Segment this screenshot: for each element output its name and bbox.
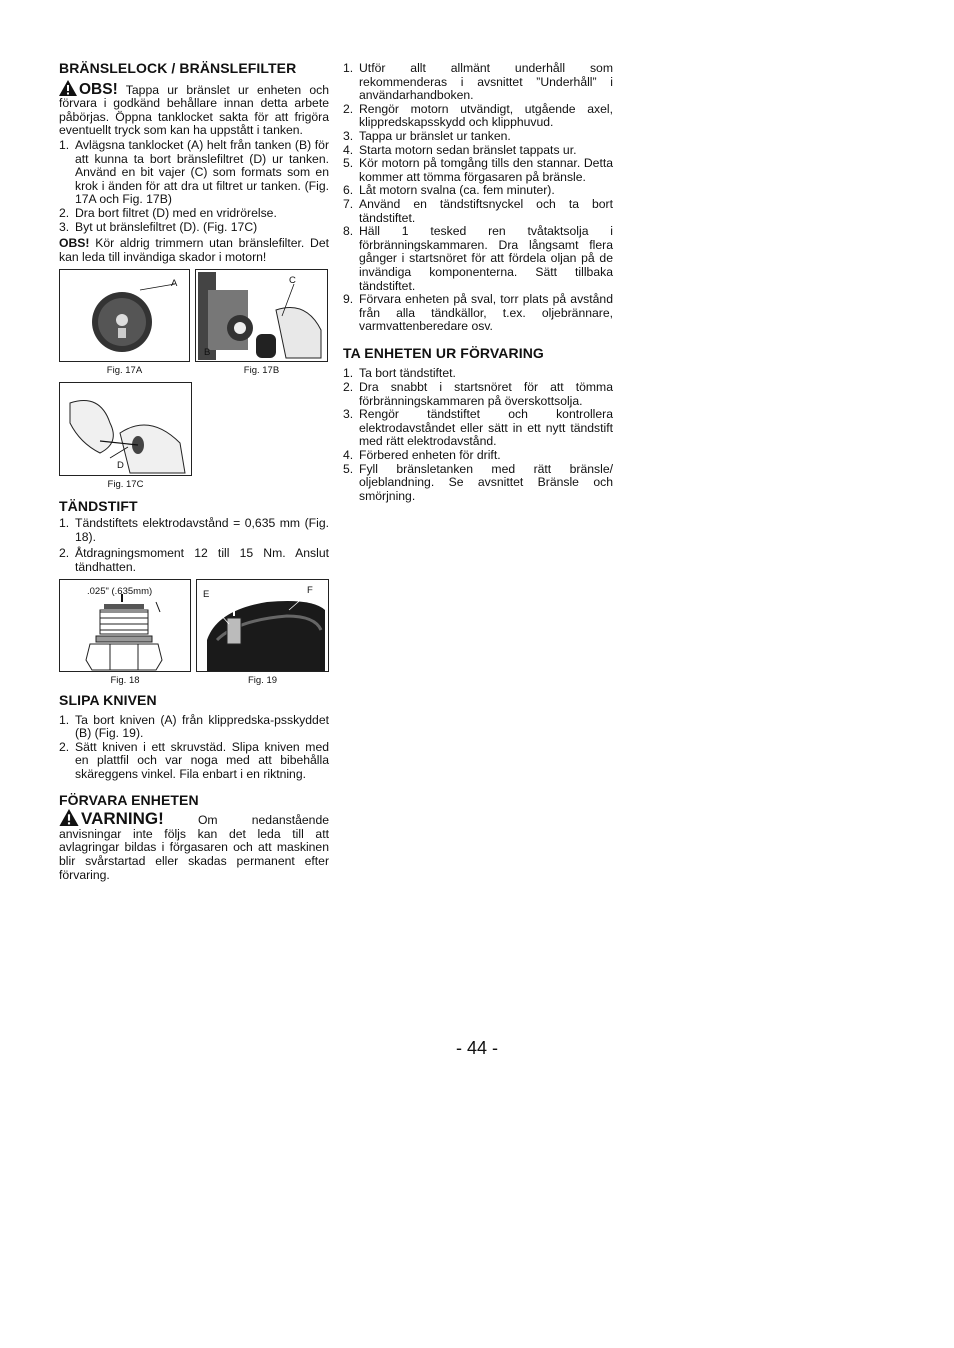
figure-17c <box>59 382 192 492</box>
list-item: 2. Sätt kniven i ett skruvstäd. Slipa kniven med en plattfil och var noga med att bibehålla skäreggens vinkel. Fila enbart i en riktning. <box>59 739 329 782</box>
list-item: 7. Använd en tändstiftsnyckel och ta bort tändstiftet. <box>343 196 613 225</box>
figure-caption: Fig. 18 <box>110 675 140 687</box>
list-item: 3. Rengör tändstiftet och kontrollera elektrodavståndet eller sätt in ett nytt tändstift med rätt elektrodavstånd. <box>343 407 613 449</box>
warning-icon <box>59 809 79 826</box>
section-title-fuel-cap: BRÄNSLELOCK / BRÄNSLEFILTER <box>59 60 297 76</box>
figure-caption: Fig. 17B <box>243 365 280 377</box>
label-e: E <box>203 589 210 601</box>
obs-label: OBS! <box>79 80 118 98</box>
list-item: 9. Förvara enheten på sval, torr plats på avstånd från alla tändkällor, t.ex. oljebrännare, varmvattenberedare osv. <box>343 292 613 334</box>
warning-icon <box>59 80 77 96</box>
list-item: 1. Ta bort tändstiftet. <box>343 366 456 381</box>
list-item: 1. Tändstiftets elektrodavstånd = 0,635 mm (Fig. 18). <box>59 516 329 544</box>
list-item: 6. Låt motorn svalna (ca. fem minuter). <box>343 183 555 198</box>
list-item: 2. Dra snabbt i startsnöret för att tömma förbränningskammaren på överskottsolja. <box>343 380 613 408</box>
fuel-cap-steps <box>59 139 329 234</box>
list-item: 3. Tappa ur bränslet ur tanken. <box>343 128 511 143</box>
list-item: 4. Förbered enheten för drift. <box>343 448 501 463</box>
fuel-filter-note <box>59 237 329 264</box>
sharpen-steps <box>59 714 329 782</box>
list-item: 1. Ta bort kniven (A) från klippredska-psskyddet (B) (Fig. 19). <box>59 712 329 741</box>
list-item: 5. Kör motorn på tomgång tills den stannar. Detta kommer att tömma förgasaren på bränsle. <box>343 156 613 184</box>
figure-17a <box>59 269 190 378</box>
label-c: C <box>289 275 296 287</box>
note-label: OBS! <box>59 236 90 251</box>
list-item: 1. Avlägsna tanklocket (A) helt från tanken (B) för att kunna ta bort bränslefiltret (D) ur tanken. Använd en bit vajer (C) som formats som en krok i änden för att dra ut filtret ur tanken. (Fig. 17A och Fig. 17B) <box>59 137 329 207</box>
section-title-sharpen-blade: SLIPA KNIVEN <box>59 692 157 709</box>
spark-plug-steps <box>59 517 329 574</box>
gap-dimension: .025" (.635mm) <box>87 586 153 598</box>
obs-warning <box>59 80 329 138</box>
varning-text: Om nedanstående anvisningar inte följs kan det leda till att avlagringar bildas i förgasaren och att maskinen blir svårstartad eller skadas permanent efter förvaring. <box>59 813 329 882</box>
list-item: 8. Häll 1 tesked ren tvåtaktsolja i förbränningskammaren. Dra långsamt flera gånger i startsnöret för att fördela oljan på de invändiga komponenterna. Sätt tillbaka tändstiftet. <box>343 224 613 293</box>
varning-label: VARNING! <box>81 809 164 829</box>
list-item: 2. Dra bort filtret (D) med en vridrörelse. <box>59 205 277 220</box>
page-number: - 44 - <box>455 1038 498 1058</box>
figure-caption: Fig. 17A <box>106 365 143 377</box>
left-column <box>59 62 329 882</box>
list-item: 2. Åtdragningsmoment 12 till 15 Nm. Anslut tändhatten. <box>59 546 329 574</box>
remove-storage-steps <box>343 367 613 503</box>
note-text: Kör aldrig trimmern utan bränslefilter. Det kan leda till invändiga skador i motorn! <box>59 236 329 264</box>
fuel-cap-illustration <box>60 270 189 361</box>
figure-17b <box>195 269 328 378</box>
section-title-spark-plug: TÄNDSTIFT <box>59 497 138 514</box>
label-d: D <box>117 459 124 471</box>
figure-caption: Fig. 17C <box>107 478 144 490</box>
label-f: F <box>307 585 313 597</box>
list-item: 5. Fyll bränsletanken med rätt bränsle/ oljeblandning. Se avsnittet Bränsle och smörjning. <box>343 461 613 503</box>
section-title-storage: FÖRVARA ENHETEN <box>59 791 199 808</box>
label-b: B <box>204 347 211 359</box>
label-a: A <box>171 278 178 290</box>
obs-text: Tappa ur bränslet ur enheten och förvara i godkänd behållare innan detta arbete påbörjas. Öppna tanklocket sakta för att frigöra eventuellt tryck som kan ha uppstått i tanken. <box>59 82 330 138</box>
figure-caption: Fig. 19 <box>247 675 278 687</box>
list-item: 4. Starta motorn sedan bränslet tappats ur. <box>343 142 577 157</box>
section-title-remove-from-storage: TA ENHETEN UR FÖRVARING <box>343 344 544 361</box>
storage-steps <box>343 62 613 334</box>
fuel-tank-illustration <box>196 270 327 361</box>
right-column <box>343 62 613 503</box>
list-item: 1. Utför allt allmänt underhåll som rekommenderas i avsnittet ”Underhåll” i användarhandboken. <box>343 61 613 103</box>
figure-19 <box>196 579 329 688</box>
figure-18 <box>59 579 191 688</box>
list-item: 3. Byt ut bränslefiltret (D). (Fig. 17C) <box>59 219 258 234</box>
fuel-filter-illustration <box>60 383 191 475</box>
varning-warning <box>59 809 329 882</box>
list-item: 2. Rengör motorn utvändigt, utgående axel, klippredskapsskydd och klipphuvud. <box>343 101 613 130</box>
